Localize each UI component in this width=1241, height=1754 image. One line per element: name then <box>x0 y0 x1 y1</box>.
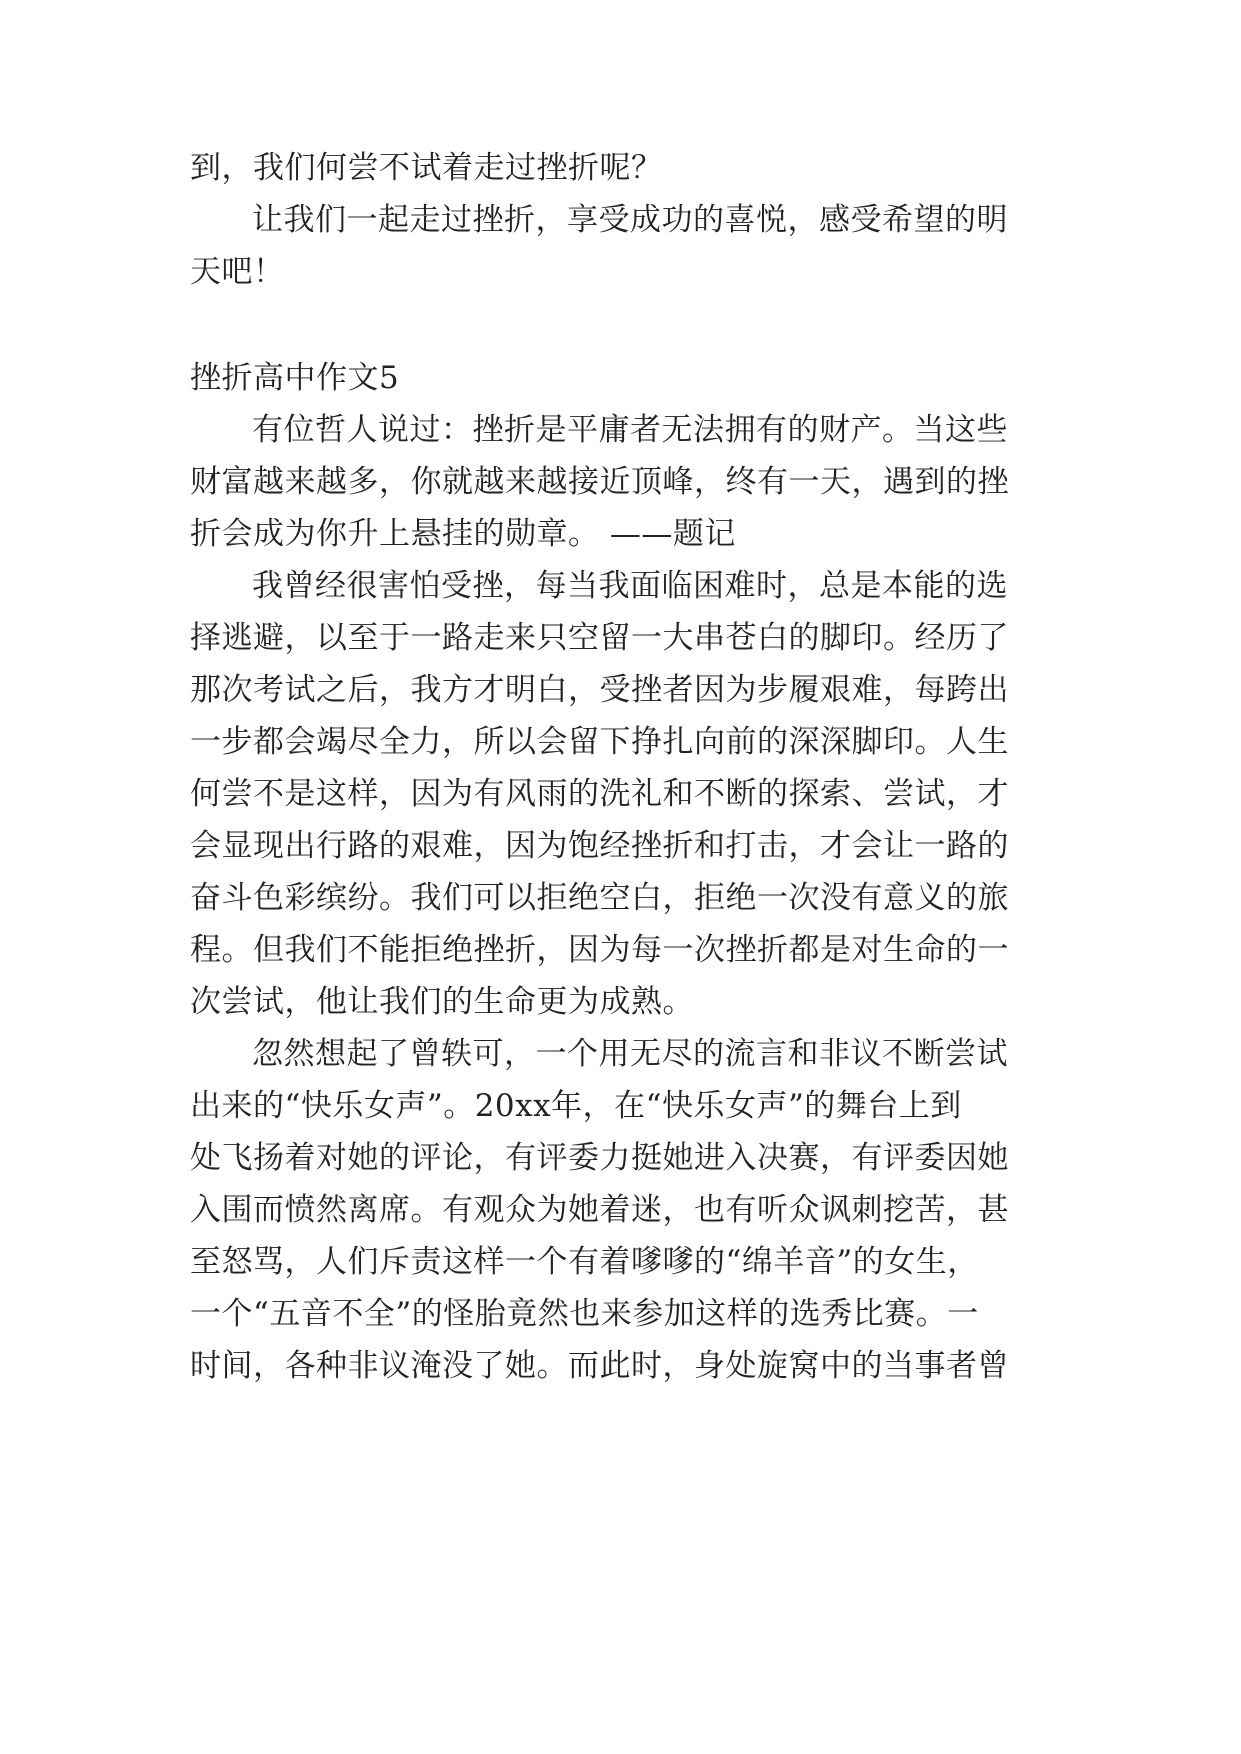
text-line: 出来的“快乐女声”。20xx年，在“快乐女声”的舞台上到 <box>190 1088 962 1124</box>
text-line: 让我们一起走过挫折，享受成功的喜悦，感受希望的明 <box>252 202 1008 238</box>
text-line: 忽然想起了曾轶可，一个用无尽的流言和非议不断尝试 <box>252 1036 1008 1072</box>
text-line: 至怒骂，人们斥责这样一个有着嗲嗲的“绵羊音”的女生， <box>190 1244 979 1280</box>
text-line: 那次考试之后，我方才明白，受挫者因为步履艰难，每跨出 <box>190 672 1009 708</box>
text-line: 程。但我们不能拒绝挫折，因为每一次挫折都是对生命的一 <box>190 932 1009 968</box>
text-line: 处飞扬着对她的评论，有评委力挺她进入决赛，有评委因她 <box>190 1140 1009 1176</box>
text-line: 到，我们何尝不试着走过挫折呢？ <box>190 150 663 186</box>
text-line: 我曾经很害怕受挫，每当我面临困难时，总是本能的选 <box>252 568 1008 604</box>
text-line: 会显现出行路的艰难，因为饱经挫折和打击，才会让一路的 <box>190 828 1009 864</box>
text-line: 奋斗色彩缤纷。我们可以拒绝空白，拒绝一次没有意义的旅 <box>190 880 1009 916</box>
text-line: 次尝试，他让我们的生命更为成熟。 <box>190 984 694 1020</box>
text-line: 一个“五音不全”的怪胎竟然也来参加这样的选秀比赛。一 <box>190 1296 979 1332</box>
text-line: 天吧！ <box>190 254 285 290</box>
text-line: 择逃避，以至于一路走来只空留一大串苍白的脚印。经历了 <box>190 620 1009 656</box>
text-line: 折会成为你升上悬挂的勋章。 ——题记 <box>190 516 736 552</box>
text-line: 时间，各种非议淹没了她。而此时，身处旋窝中的当事者曾 <box>190 1348 1009 1384</box>
section-heading: 挫折高中作文5 <box>190 360 400 396</box>
text-line: 何尝不是这样，因为有风雨的洗礼和不断的探索、尝试，才 <box>190 776 1009 812</box>
text-line: 有位哲人说过：挫折是平庸者无法拥有的财产。当这些 <box>252 412 1008 448</box>
text-line: 财富越来越多，你就越来越接近顶峰，终有一天，遇到的挫 <box>190 464 1009 500</box>
text-line: 一步都会竭尽全力，所以会留下挣扎向前的深深脚印。人生 <box>190 724 1009 760</box>
text-line: 入围而愤然离席。有观众为她着迷，也有听众讽刺挖苦，甚 <box>190 1192 1009 1228</box>
